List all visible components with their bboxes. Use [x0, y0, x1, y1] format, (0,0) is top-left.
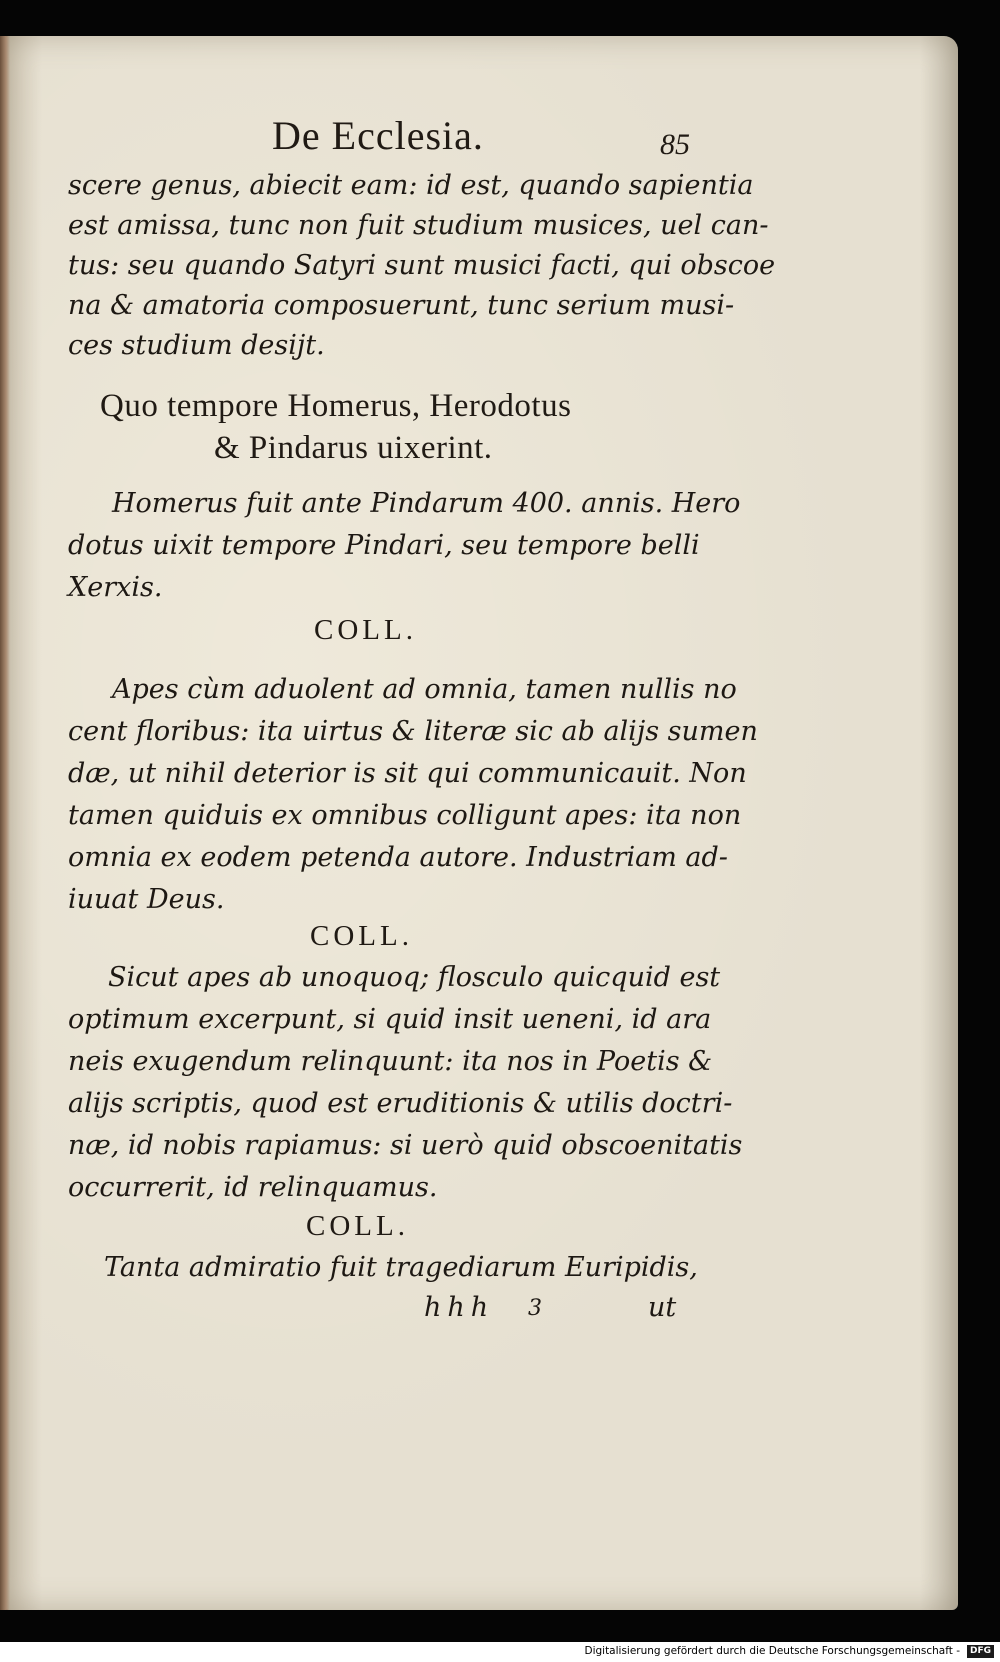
collectanea-heading: COLL.: [310, 920, 413, 952]
text-line: omnia ex eodem petenda autore. Industriam ad-: [68, 842, 728, 873]
text-line: ces studium desijt.: [68, 330, 325, 361]
text-line: tamen quiduis ex omnibus colligunt apes: ita non: [68, 800, 742, 831]
text-line: Homerus fuit ante Pindarum 400. annis. Hero: [112, 488, 741, 519]
text-line: cent floribus: ita uirtus & literæ sic ab alijs sumen: [68, 716, 758, 747]
text-line: dæ, ut nihil deterior is sit qui communicauit. Non: [68, 758, 747, 789]
collectanea-heading: COLL.: [314, 614, 417, 646]
signature-number: 3: [528, 1296, 542, 1321]
section-heading: Quo tempore Homerus, Herodotus: [100, 388, 572, 424]
text-line: tus: seu quando Satyri sunt musici facti, qui obscoe: [68, 250, 776, 281]
text-line: na & amatoria composuerunt, tunc serium musi-: [68, 290, 735, 321]
text-line: optimum excerpunt, si quid insit ueneni, id ara: [68, 1004, 712, 1035]
text-line: est amissa, tunc non fuit studium musices, uel can-: [68, 210, 769, 241]
text-line: Sicut apes ab unoquoq; flosculo quicquid est: [108, 962, 721, 993]
text-line: neis exugendum relinquunt: ita nos in Poetis &: [68, 1046, 713, 1077]
dfg-logo: DFG: [967, 1645, 994, 1658]
footer-credit: Digitalisierung gefördert durch die Deutsche Forschungsgemeinschaft -: [584, 1645, 960, 1657]
catchword: ut: [648, 1292, 677, 1323]
collectanea-heading: COLL.: [306, 1210, 409, 1242]
text-line: Xerxis.: [68, 572, 163, 603]
text-line: occurrerit, id relinquamus.: [68, 1172, 438, 1203]
text-line: næ, id nobis rapiamus: si uerò quid obscoenitatis: [68, 1130, 743, 1161]
signature-mark: hhh: [424, 1292, 495, 1323]
text-line: alijs scriptis, quod est eruditionis & utilis doctri-: [68, 1088, 733, 1119]
text-line: scere genus, abiecit eam: id est, quando sapientia: [68, 170, 754, 201]
text-line: dotus uixit tempore Pindari, seu tempore belli: [68, 530, 700, 561]
section-heading: & Pindarus uixerint.: [214, 430, 493, 466]
page-number: 85: [660, 128, 690, 161]
running-head-title: De Ecclesia.: [272, 113, 484, 158]
text-line: iuuat Deus.: [68, 884, 225, 915]
page-edge: [0, 36, 10, 1610]
text-line: Tanta admiratio fuit tragediarum Euripidis,: [104, 1252, 698, 1283]
text-line: Apes cùm aduolent ad omnia, tamen nullis no: [112, 674, 737, 705]
